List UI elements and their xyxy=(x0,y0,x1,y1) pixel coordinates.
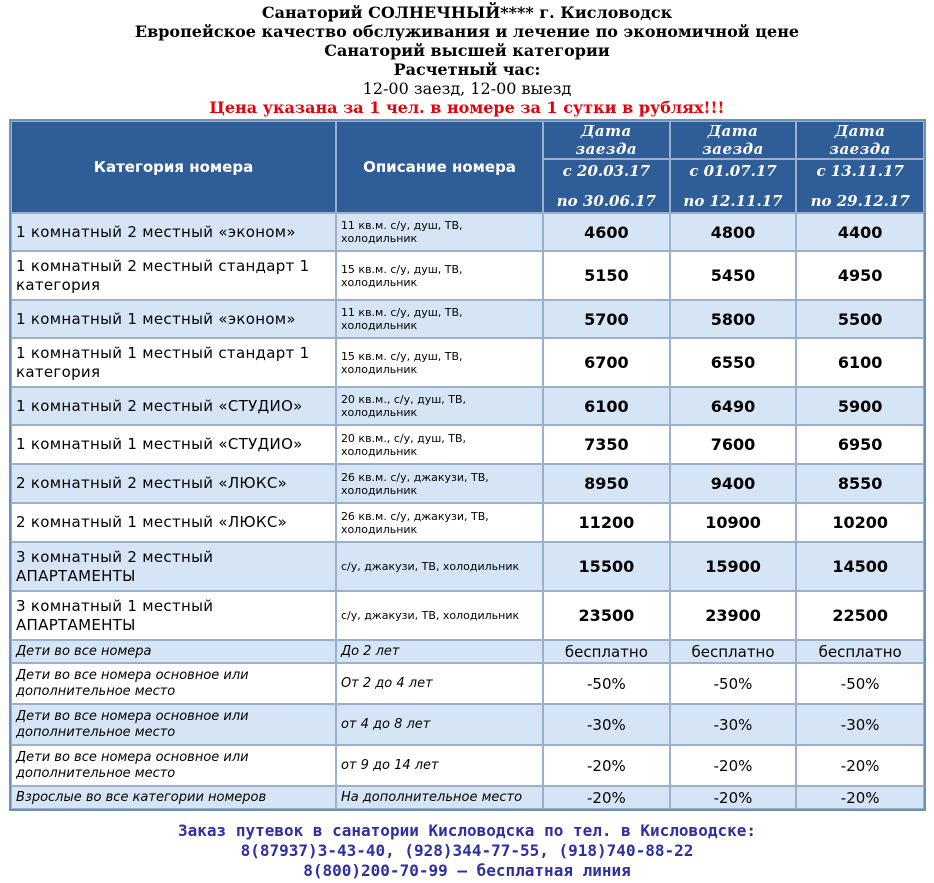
room-price: 10200 xyxy=(796,503,924,542)
subtitle-quality: Европейское качество обслуживания и лечение по экономичной цене xyxy=(134,22,800,41)
room-description: 26 кв.м. с/у, джакузи, ТВ, холодильник xyxy=(336,503,543,542)
room-price: 23500 xyxy=(543,591,670,640)
table-row xyxy=(11,300,924,338)
discount-row xyxy=(11,640,924,663)
room-description: с/у, джакузи, ТВ, холодильник xyxy=(336,591,543,640)
room-price: 6550 xyxy=(670,338,797,387)
room-price: 14500 xyxy=(796,542,924,591)
room-category: 3 комнатный 2 местный АПАРТАМЕНТЫ xyxy=(11,542,336,591)
room-price: 5700 xyxy=(543,300,670,338)
table-row xyxy=(11,542,924,591)
discount-condition: От 2 до 4 лет xyxy=(336,663,543,704)
discount-value: -20% xyxy=(670,786,797,809)
room-category: 3 комнатный 1 местный АПАРТАМЕНТЫ xyxy=(11,591,336,640)
room-price: 5900 xyxy=(796,387,924,425)
room-price: 5500 xyxy=(796,300,924,338)
room-price: 5800 xyxy=(670,300,797,338)
room-price: 8550 xyxy=(796,464,924,503)
room-description: с/у, джакузи, ТВ, холодильник xyxy=(336,542,543,591)
discount-condition: от 4 до 8 лет xyxy=(336,704,543,745)
room-price: 6700 xyxy=(543,338,670,387)
column-header-category: Категория номера xyxy=(11,121,336,213)
room-price: 5450 xyxy=(670,251,797,300)
room-price: 15900 xyxy=(670,542,797,591)
room-category: 1 комнатный 2 местный «эконом» xyxy=(11,213,336,251)
period-to: по 30.06.17 xyxy=(556,192,656,210)
room-price: 4600 xyxy=(543,213,670,251)
room-category: 1 комнатный 1 местный «эконом» xyxy=(11,300,336,338)
table-row xyxy=(11,425,924,464)
discount-row xyxy=(11,786,924,809)
price-notice: Цена указана за 1 чел. в номере за 1 сутки в рублях!!! xyxy=(209,98,725,117)
period-from: с 20.03.17 xyxy=(562,162,651,180)
discount-row xyxy=(11,745,924,786)
period-to: по 29.12.17 xyxy=(810,192,910,210)
discount-row xyxy=(11,704,924,745)
room-price: 15500 xyxy=(543,542,670,591)
checkout-label: Расчетный час: xyxy=(393,60,541,79)
room-price: 8950 xyxy=(543,464,670,503)
checkout-time: 12-00 заезд, 12-00 выезд xyxy=(362,79,572,98)
discount-guest: Дети во все номера основное или дополнительное место xyxy=(11,663,336,704)
room-price: 7600 xyxy=(670,425,797,464)
room-price: 10900 xyxy=(670,503,797,542)
room-price: 6950 xyxy=(796,425,924,464)
table-row xyxy=(11,387,924,425)
discount-value: бесплатно xyxy=(796,640,924,663)
discount-value: -30% xyxy=(543,704,670,745)
discount-value: -20% xyxy=(796,745,924,786)
room-price: 6490 xyxy=(670,387,797,425)
discount-value: -20% xyxy=(670,745,797,786)
table-row xyxy=(11,338,924,387)
discount-value: -50% xyxy=(796,663,924,704)
room-category: 2 комнатный 2 местный «ЛЮКС» xyxy=(11,464,336,503)
room-price: 22500 xyxy=(796,591,924,640)
subtitle-category: Санаторий высшей категории xyxy=(324,41,610,60)
table-row xyxy=(11,213,924,251)
room-category: 1 комнатный 2 местный стандарт 1 категория xyxy=(11,251,336,300)
period-header xyxy=(796,159,924,213)
period-to: по 12.11.17 xyxy=(683,192,783,210)
price-table xyxy=(9,119,926,811)
discount-condition: от 9 до 14 лет xyxy=(336,745,543,786)
room-description: 20 кв.м., с/у, душ, ТВ, холодильник xyxy=(336,425,543,464)
room-description: 11 кв.м. с/у, душ, ТВ, холодильник xyxy=(336,300,543,338)
period-header xyxy=(670,159,797,213)
discount-condition: На дополнительное место xyxy=(336,786,543,809)
room-price: 11200 xyxy=(543,503,670,542)
table-row xyxy=(11,464,924,503)
room-category: 1 комнатный 1 местный стандарт 1 категория xyxy=(11,338,336,387)
discount-value: -20% xyxy=(796,786,924,809)
room-category: 1 комнатный 1 местный «СТУДИО» xyxy=(11,425,336,464)
room-description: 15 кв.м. с/у, душ, ТВ, холодильник xyxy=(336,338,543,387)
period-from: с 01.07.17 xyxy=(689,162,777,180)
room-description: 20 кв.м., с/у, душ, ТВ, холодильник xyxy=(336,387,543,425)
period-header xyxy=(543,159,670,213)
room-price: 4950 xyxy=(796,251,924,300)
discount-value: -30% xyxy=(670,704,797,745)
room-price: 6100 xyxy=(543,387,670,425)
discount-value: -20% xyxy=(543,745,670,786)
room-price: 9400 xyxy=(670,464,797,503)
room-description: 11 кв.м. с/у, душ, ТВ, холодильник xyxy=(336,213,543,251)
room-category: 1 комнатный 2 местный «СТУДИО» xyxy=(11,387,336,425)
date-header: Дата заезда xyxy=(670,121,797,159)
discount-row xyxy=(11,663,924,704)
discount-value: -20% xyxy=(543,786,670,809)
room-price: 5150 xyxy=(543,251,670,300)
date-header: Дата заезда xyxy=(543,121,670,159)
room-price: 4400 xyxy=(796,213,924,251)
booking-freephone: 8(800)200-70-99 – бесплатная линия xyxy=(303,861,631,880)
discount-condition: До 2 лет xyxy=(336,640,543,663)
discount-value: -30% xyxy=(796,704,924,745)
column-header-description: Описание номера xyxy=(336,121,543,213)
discount-value: бесплатно xyxy=(543,640,670,663)
table-row xyxy=(11,591,924,640)
discount-value: -50% xyxy=(670,663,797,704)
page-header xyxy=(0,0,934,117)
discount-guest: Взрослые во все категории номеров xyxy=(11,786,336,809)
booking-footer xyxy=(0,821,934,881)
room-description: 15 кв.м. с/у, душ, ТВ, холодильник xyxy=(336,251,543,300)
room-price: 7350 xyxy=(543,425,670,464)
discount-guest: Дети во все номера xyxy=(11,640,336,663)
room-category: 2 комнатный 1 местный «ЛЮКС» xyxy=(11,503,336,542)
discount-guest: Дети во все номера основное или дополнительное место xyxy=(11,745,336,786)
room-price: 6100 xyxy=(796,338,924,387)
table-row xyxy=(11,503,924,542)
date-header: Дата заезда xyxy=(796,121,924,159)
room-price: 23900 xyxy=(670,591,797,640)
title-line: Санаторий СОЛНЕЧНЫЙ**** г. Кисловодск xyxy=(261,3,673,22)
booking-phones: 8(87937)3-43-40, (928)344-77-55, (918)740-88-22 xyxy=(240,841,694,860)
discount-guest: Дети во все номера основное или дополнительное место xyxy=(11,704,336,745)
table-row xyxy=(11,251,924,300)
discount-value: -50% xyxy=(543,663,670,704)
room-description: 26 кв.м. с/у, джакузи, ТВ, холодильник xyxy=(336,464,543,503)
room-price: 4800 xyxy=(670,213,797,251)
discount-value: бесплатно xyxy=(670,640,797,663)
booking-info: Заказ путевок в санатории Кисловодска по тел. в Кисловодске: xyxy=(178,821,756,840)
period-from: с 13.11.17 xyxy=(816,162,904,180)
